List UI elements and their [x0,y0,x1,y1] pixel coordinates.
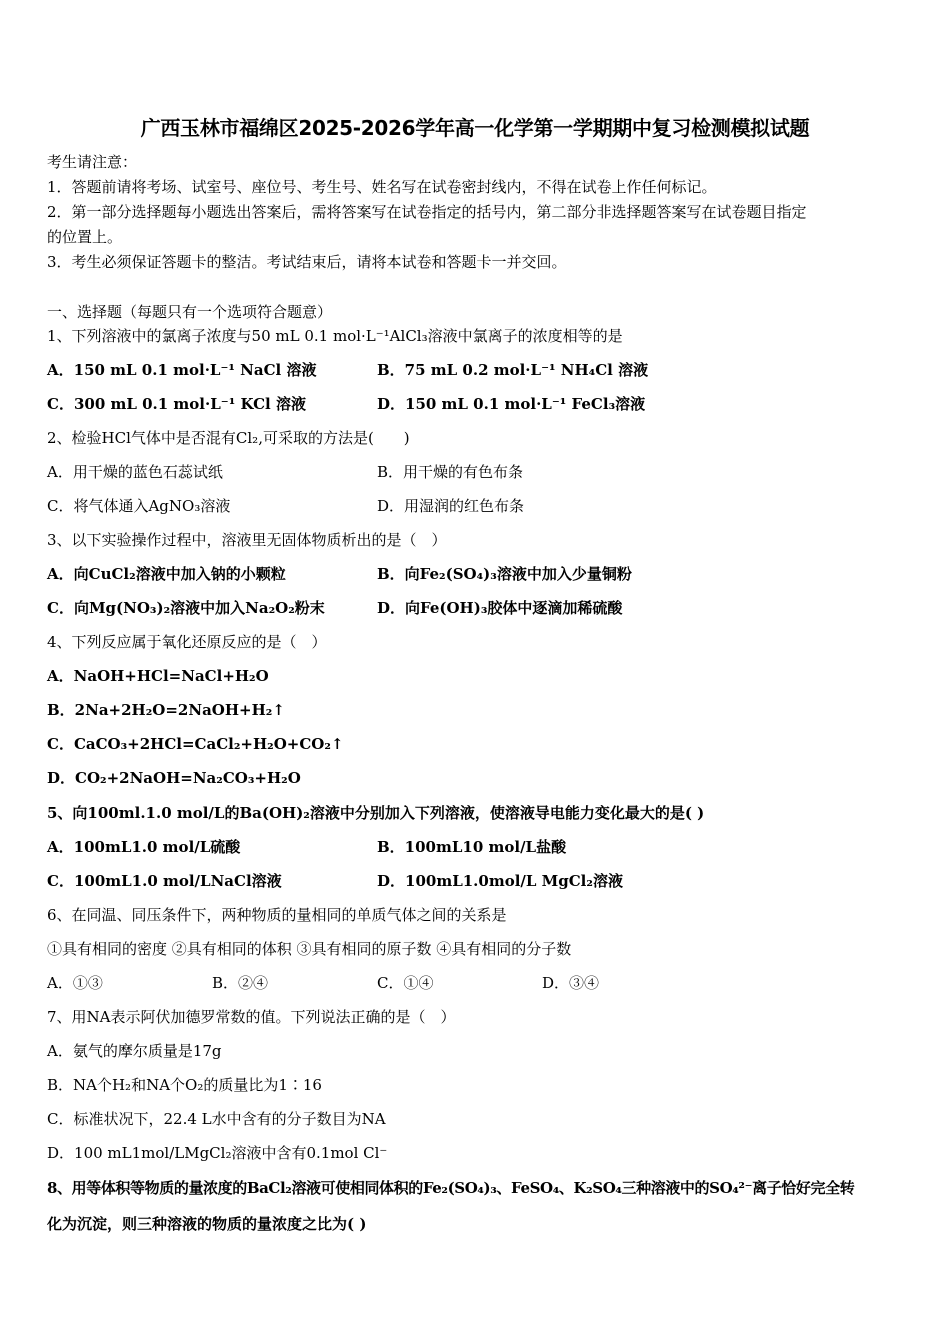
question-7-stem: 7、用NA表示阿伏加德罗常数的值。下列说法正确的是（ ） [47,1008,456,1026]
question-4-option-d: D．CO₂+2NaOH=Na₂CO₃+H₂O [47,769,301,787]
question-5-option-c: C．100mL1.0 mol/LNaCl溶液 [47,872,282,890]
notice-item-2: 2．第一部分选择题每小题选出答案后，需将答案写在试卷指定的括号内，第二部分非选择题答案写在试卷题目指定 [47,203,807,221]
notice-item-2-cont: 的位置上。 [47,228,123,246]
section-heading: 一、选择题（每题只有一个选项符合题意） [47,303,333,321]
question-1-option-d: D．150 mL 0.1 mol·L⁻¹ FeCl₃溶液 [377,395,646,413]
question-7-option-d: D．100 mL1mol/LMgCl₂溶液中含有0.1mol Cl⁻ [47,1144,388,1162]
notice-item-1: 1．答题前请将考场、试室号、座位号、考生号、姓名写在试卷密封线内，不得在试卷上作任何标记。 [47,178,717,196]
question-8-stem: 8、用等体积等物质的量浓度的BaCl₂溶液可使相同体积的Fe₂(SO₄)₃、FeSO₄、K₂SO₄三种溶液中的SO₄²⁻离子恰好完全转 [47,1179,855,1197]
question-6-statements: ①具有相同的密度 ②具有相同的体积 ③具有相同的原子数 ④具有相同的分子数 [47,940,572,958]
question-4-option-c: C．CaCO₃+2HCl=CaCl₂+H₂O+CO₂↑ [47,735,344,753]
question-1-option-a: A．150 mL 0.1 mol·L⁻¹ NaCl 溶液 [47,361,317,379]
question-5-option-d: D．100mL1.0mol/L MgCl₂溶液 [377,872,623,890]
question-3-option-c: C．向Mg(NO₃)₂溶液中加入Na₂O₂粉末 [47,599,325,617]
question-5-option-a: A．100mL1.0 mol/L硫酸 [47,838,241,856]
question-6-option-c: C．①④ [377,974,434,992]
question-1-option-b: B．75 mL 0.2 mol·L⁻¹ NH₄Cl 溶液 [377,361,649,379]
question-6-option-a: A．①③ [47,974,103,992]
question-8-stem-cont: 化为沉淀，则三种溶液的物质的量浓度之比为( ) [47,1215,367,1233]
question-4-option-a: A．NaOH+HCl=NaCl+H₂O [47,667,269,685]
question-2-option-d: D．用湿润的红色布条 [377,497,525,515]
question-2-option-a: A．用干燥的蓝色石蕊试纸 [47,463,223,481]
question-1-stem: 1、下列溶液中的氯离子浓度与50 mL 0.1 mol·L⁻¹AlCl₃溶液中氯离子的浓度相等的是 [47,327,623,345]
question-2-option-c: C．将气体通入AgNO₃溶液 [47,497,231,515]
question-7-option-a: A．氨气的摩尔质量是17g [47,1042,222,1060]
question-4-option-b: B．2Na+2H₂O=2NaOH+H₂↑ [47,701,285,719]
question-6-option-b: B．②④ [212,974,269,992]
question-3-stem: 3、以下实验操作过程中，溶液里无固体物质析出的是（ ） [47,531,447,549]
question-3-option-d: D．向Fe(OH)₃胶体中逐滴加稀硫酸 [377,599,623,617]
question-2-stem: 2、检验HCl气体中是否混有Cl₂,可采取的方法是( ) [47,429,410,447]
notice-item-3: 3．考生必须保证答题卡的整洁。考试结束后，请将本试卷和答题卡一并交回。 [47,253,567,271]
question-3-option-b: B．向Fe₂(SO₄)₃溶液中加入少量铜粉 [377,565,632,583]
notice-heading: 考生请注意： [47,153,138,171]
question-7-option-b: B．NA个H₂和NA个O₂的质量比为1∶16 [47,1076,322,1094]
question-3-option-a: A．向CuCl₂溶液中加入钠的小颗粒 [47,565,286,583]
question-6-stem: 6、在同温、同压条件下，两种物质的量相同的单质气体之间的关系是 [47,906,507,924]
question-5-option-b: B．100mL10 mol/L盐酸 [377,838,567,856]
question-2-option-b: B．用干燥的有色布条 [377,463,524,481]
question-4-stem: 4、下列反应属于氧化还原反应的是（ ） [47,633,327,651]
page-title: 广西玉林市福绵区2025-2026学年高一化学第一学期期中复习检测模拟试题 [140,116,810,140]
question-6-option-d: D．③④ [542,974,600,992]
question-5-stem: 5、向100ml.1.0 mol/L的Ba(OH)₂溶液中分别加入下列溶液，使溶液导电能力变化最大的是( ) [47,804,705,822]
question-1-option-c: C．300 mL 0.1 mol·L⁻¹ KCl 溶液 [47,395,306,413]
question-7-option-c: C．标准状况下，22.4 L水中含有的分子数目为NA [47,1110,386,1128]
